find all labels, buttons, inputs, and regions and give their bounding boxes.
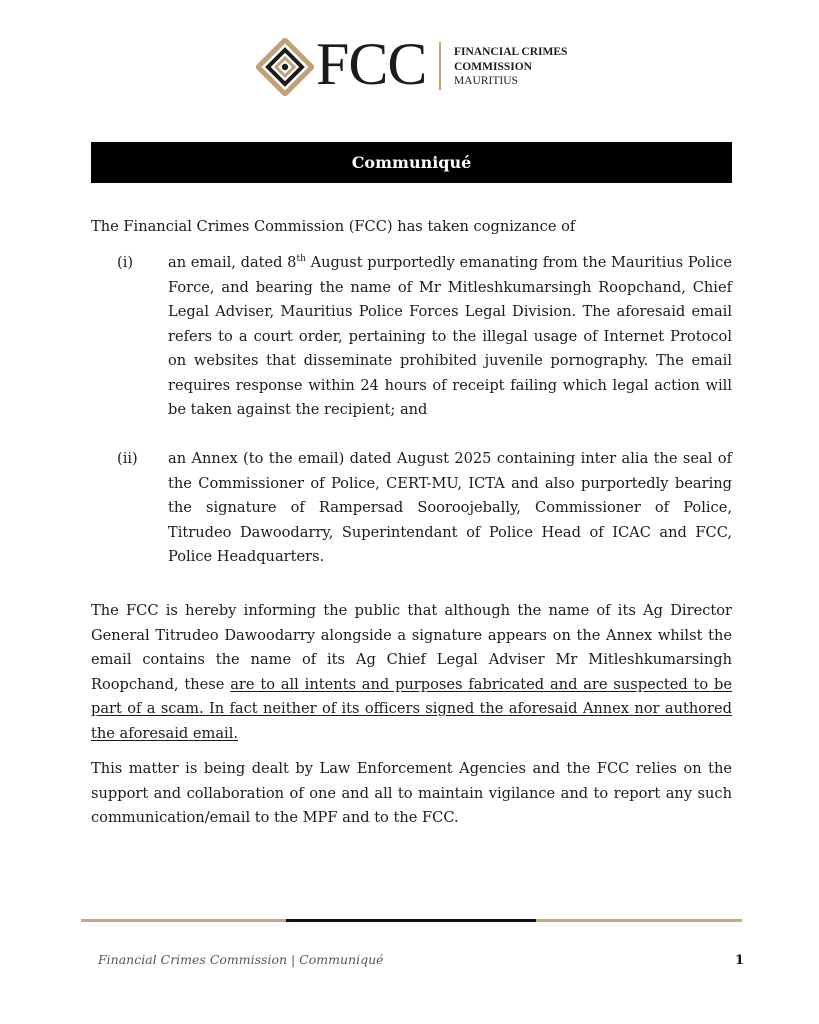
- ordinal-superscript: th: [296, 254, 306, 264]
- logo-org-line3: MAURITIUS: [454, 75, 518, 87]
- public-notice-text: The FCC is hereby informing the public that although the name of its Ag Director General Titrudeo Dawoodarry alongside a signature appears on the Annex whilst the email contains the name of its Ag Chief Legal Adviser Mr Mitleshkumarsingh Roopchand, these: [91, 602, 732, 693]
- list-item-marker: (i): [117, 254, 134, 271]
- list-item-text: [168, 251, 732, 423]
- communique-title: Communiqué: [351, 153, 472, 172]
- list-item-marker: (ii): [117, 450, 138, 467]
- list-item-text-start: an email, dated 8: [168, 254, 297, 271]
- footer-rule-left: [81, 919, 286, 922]
- logo-org-name: [454, 45, 567, 89]
- fcc-logo: [256, 31, 576, 97]
- public-notice-underlined-text: are to all intents and purposes fabricated and are suspected to be part of a scam. In fact neither of its officers signed the aforesaid Annex nor authored the aforesaid email.: [91, 675, 733, 742]
- logo-org-line2: COMMISSION: [454, 60, 532, 73]
- page-number: 1: [735, 953, 745, 968]
- footer-rule-middle: [286, 919, 536, 922]
- footer-rule-right: [536, 919, 742, 922]
- logo-divider: [439, 42, 441, 90]
- logo-org-line1: FINANCIAL CRIMES: [454, 46, 568, 58]
- closing-paragraph: This matter is being dealt by Law Enforcement Agencies and the FCC relies on the support and collaboration of one and all to maintain vigilance and to report any such communication/email to the MPF and to the FCC.: [91, 760, 732, 826]
- public-notice-paragraph: [91, 599, 732, 746]
- list-item-text: an Annex (to the email) dated August 2025 containing inter alia the seal of the Commissioner of Police, CERT-MU, ICTA and also purportedly bearing the signature of Rampersad Sooroojebally, Commissioner of Police, Titrudeo Dawoodarry, Superintendant of Police Head of ICAC and FCC, Police Headquarters.: [168, 450, 732, 565]
- logo-acronym: FCC: [316, 31, 427, 97]
- footer-text: Financial Crimes Commission | Communiqué: [98, 952, 384, 967]
- fcc-diamond-emblem-icon: [256, 38, 314, 96]
- communique-title-bar: [91, 142, 732, 183]
- list-item-text-rest: August purportedly emanating from the Mauritius Police Force, and bearing the name of Mr Mitleshkumarsingh Roopchand, Chief Legal Adviser, Mauritius Police Forces Legal Division. The aforesaid email refers to a court order, pertaining to the illegal usage of Internet Protocol on websites that disseminate prohibited juvenile pornography. The email requires response within 24 hours of receipt failing which legal action will be taken against the recipient; and: [168, 254, 732, 418]
- intro-text: The Financial Crimes Commission (FCC) has taken cognizance of: [91, 218, 576, 235]
